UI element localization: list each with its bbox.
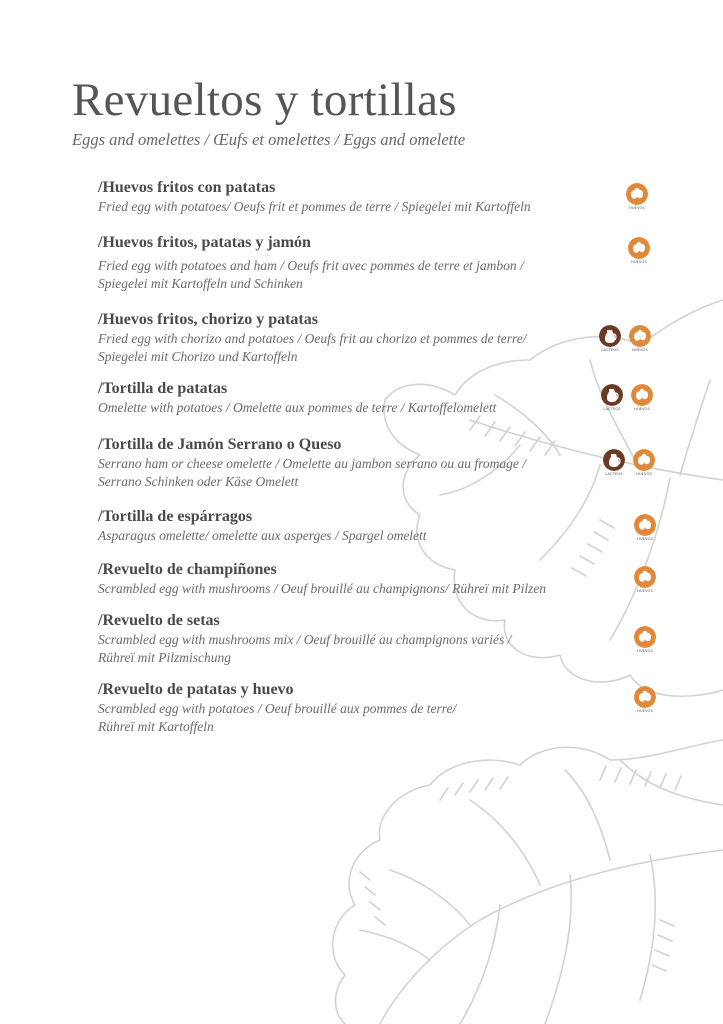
menu-item-description: Scrambled egg with potatoes / Oeuf brouillé aux pommes de terre/ [98, 701, 457, 716]
allergen-lacteos [600, 384, 624, 411]
menu-item-description: Rühreï mit Kartoffeln [98, 719, 214, 734]
egg-allergen-icon [631, 384, 653, 406]
menu-item-name: /Tortilla de patatas [98, 380, 228, 397]
allergen-icons [598, 325, 652, 352]
milk-jug-allergen-icon [599, 325, 621, 347]
allergen-label: HUEVOS [637, 589, 653, 593]
milk-jug-allergen-icon [601, 384, 623, 406]
egg-allergen-icon [629, 325, 651, 347]
allergen-label: HUEVOS [634, 407, 650, 411]
menu-item-name: /Tortilla de espárragos [98, 508, 253, 525]
menu-item-name: /Revuelto de setas [98, 612, 220, 629]
allergen-lacteos [598, 325, 622, 352]
menu-item [98, 680, 588, 736]
allergen-icons [600, 384, 654, 411]
egg-allergen-icon [634, 686, 656, 708]
allergen-label: HUEVOS [631, 260, 647, 264]
allergen-huevos [633, 514, 657, 541]
menu-item-name: /Huevos fritos, chorizo y patatas [98, 311, 318, 328]
allergen-huevos [628, 325, 652, 352]
allergen-label: HUEVOS [636, 472, 652, 476]
egg-allergen-icon [634, 566, 656, 588]
menu-item-description: Spiegelei mit Chorizo und Kartoffeln [98, 349, 298, 364]
menu-item-name: /Huevos fritos, patatas y jamón [98, 234, 311, 251]
menu-item [98, 310, 588, 366]
allergen-label: LACTEOS [605, 472, 623, 476]
menu-item-description: Rühreï mit Pilzmischung [98, 650, 231, 665]
egg-allergen-icon [634, 514, 656, 536]
allergen-label: HUEVOS [637, 649, 653, 653]
menu-item-description: Fried egg with potatoes/ Oeufs frit et pommes de terre / Spiegelei mit Kartoffeln [98, 199, 531, 214]
page-title: Revueltos y tortillas [72, 74, 457, 126]
allergen-icons [602, 449, 656, 476]
allergen-huevos [633, 686, 657, 713]
allergen-icons [633, 686, 657, 713]
menu-item-description: Omelette with potatoes / Omelette aux pommes de terre / Kartoffelomelett [98, 400, 497, 415]
allergen-label: LACTEOS [603, 407, 621, 411]
menu-item-description: Serrano ham or cheese omelette / Omelette au jambon serrano ou au fromage / [98, 456, 527, 471]
allergen-icons [633, 566, 657, 593]
menu-item-description: Fried egg with potatoes and ham / Oeufs frit avec pommes de terre et jambon / [98, 258, 524, 273]
menu-item-name: /Tortilla de Jamón Serrano o Queso [98, 436, 342, 453]
allergen-icons [633, 626, 657, 653]
menu-item-description: Scrambled egg with mushrooms / Oeuf brouillé au champignons/ Rühreï mit Pilzen [98, 581, 547, 596]
menu-item-description: Scrambled egg with mushrooms mix / Oeuf brouillé au champignons variés / [98, 632, 512, 647]
menu-item [98, 379, 588, 417]
menu-item [98, 435, 588, 491]
menu-item-name: /Revuelto de patatas y huevo [98, 681, 294, 698]
menu-item [98, 233, 588, 293]
egg-allergen-icon [634, 626, 656, 648]
milk-jug-allergen-icon [603, 449, 625, 471]
allergen-icons [627, 237, 651, 264]
allergen-label: LACTEOS [601, 348, 619, 352]
allergen-huevos [632, 449, 656, 476]
allergen-huevos [633, 566, 657, 593]
menu-item-description: Asparagus omelette/ omelette aux asperges / Spargel omelett [98, 528, 427, 543]
allergen-label: HUEVOS [632, 348, 648, 352]
menu-item-description: Serrano Schinken oder Käse Omelett [98, 474, 299, 489]
menu-item [98, 611, 588, 667]
allergen-label: HUEVOS [637, 709, 653, 713]
allergen-label: HUEVOS [637, 537, 653, 541]
allergen-huevos [630, 384, 654, 411]
allergen-huevos [627, 237, 651, 264]
allergen-icons [625, 183, 649, 210]
menu-item-description: Fried egg with chorizo and potatoes / Oeufs frit au chorizo et pommes de terre/ [98, 331, 527, 346]
allergen-lacteos [602, 449, 626, 476]
egg-allergen-icon [626, 183, 648, 205]
menu-item-name: /Revuelto de champiñones [98, 561, 277, 578]
menu-item-name: /Huevos fritos con patatas [98, 179, 276, 196]
menu-item [98, 507, 588, 545]
allergen-huevos [625, 183, 649, 210]
egg-allergen-icon [628, 237, 650, 259]
menu-item [98, 560, 588, 598]
menu-item [98, 178, 588, 216]
allergen-icons [633, 514, 657, 541]
allergen-label: HUEVOS [629, 206, 645, 210]
menu-item-description: Spiegelei mit Kartoffeln und Schinken [98, 276, 303, 291]
page-subtitle: Eggs and omelettes / Œufs et omelettes / Eggs and omelette [72, 130, 466, 149]
allergen-huevos [633, 626, 657, 653]
egg-allergen-icon [633, 449, 655, 471]
